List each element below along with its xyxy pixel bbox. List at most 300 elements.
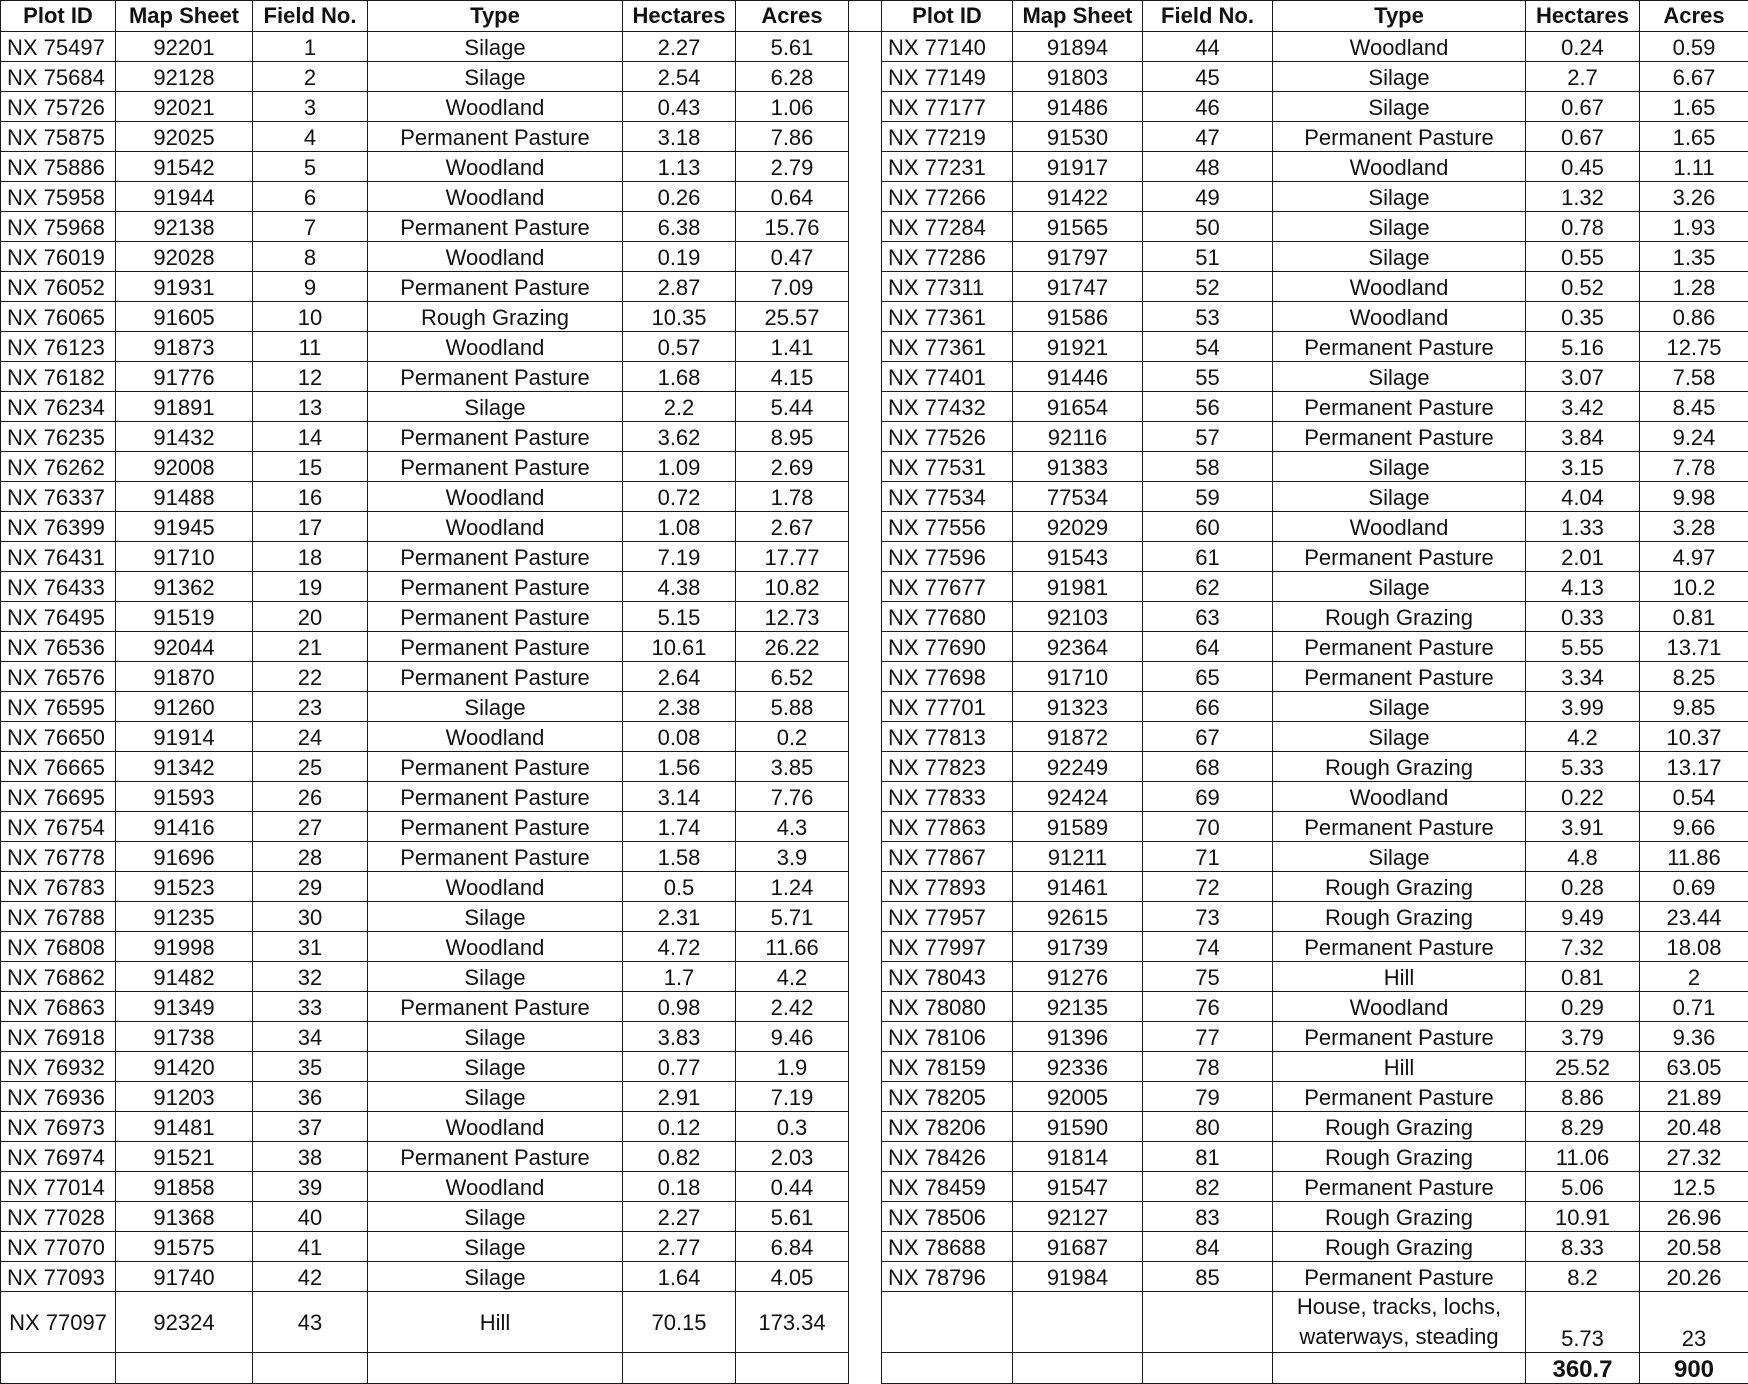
plot-id-cell: NX 77556: [882, 512, 1013, 542]
table-row: [1, 272, 1748, 302]
type-cell: Permanent Pasture: [368, 782, 623, 812]
table-row: [1, 302, 1748, 332]
map-sheet-cell: 91235: [116, 902, 253, 932]
acres-cell: 9.24: [1640, 422, 1748, 452]
acres-cell: 9.98: [1640, 482, 1748, 512]
acres-cell: 0.44: [736, 1172, 849, 1202]
field-no-cell: 72: [1143, 872, 1273, 902]
field-no-cell: 77: [1143, 1022, 1273, 1052]
hectares-cell: 4.38: [623, 572, 736, 602]
empty-cell: [736, 1353, 849, 1384]
field-no-cell: 11: [253, 332, 368, 362]
table-row: [1, 752, 1748, 782]
hectares-cell: 4.04: [1526, 482, 1640, 512]
map-sheet-cell: 92044: [116, 632, 253, 662]
map-sheet-cell: 91872: [1013, 722, 1143, 752]
plot-id-cell: NX 76399: [1, 512, 116, 542]
plot-id-cell: NX 77833: [882, 782, 1013, 812]
column-gap: [849, 872, 882, 902]
hectares-cell: 5.16: [1526, 332, 1640, 362]
plot-id-cell: NX 77690: [882, 632, 1013, 662]
table-row: [1, 1292, 1748, 1353]
type-cell: Permanent Pasture: [1273, 662, 1526, 692]
acres-cell: 1.65: [1640, 122, 1748, 152]
map-sheet-cell: 91803: [1013, 62, 1143, 92]
column-gap: [849, 932, 882, 962]
type-cell: Rough Grazing: [1273, 902, 1526, 932]
type-cell: Woodland: [368, 92, 623, 122]
plot-id-cell: NX 75497: [1, 32, 116, 62]
type-cell: Permanent Pasture: [1273, 332, 1526, 362]
acres-cell: 25.57: [736, 302, 849, 332]
type-cell: Silage: [368, 1022, 623, 1052]
plot-id-cell: [882, 1292, 1013, 1353]
map-sheet-cell: 91739: [1013, 932, 1143, 962]
field-no-cell: 15: [253, 452, 368, 482]
hectares-cell: 2.7: [1526, 62, 1640, 92]
acres-cell: 0.54: [1640, 782, 1748, 812]
acres-cell: 5.88: [736, 692, 849, 722]
map-sheet-cell: 91931: [116, 272, 253, 302]
column-gap: [849, 782, 882, 812]
hectares-cell: 7.19: [623, 542, 736, 572]
table-row: [1, 182, 1748, 212]
table-row: [1, 722, 1748, 752]
field-no-cell: 58: [1143, 452, 1273, 482]
table-row: [1, 992, 1748, 1022]
map-sheet-cell: 91740: [116, 1262, 253, 1292]
plot-id-cell: NX 77863: [882, 812, 1013, 842]
hectares-cell: 5.15: [623, 602, 736, 632]
plot-id-cell: NX 77698: [882, 662, 1013, 692]
field-no-cell: 34: [253, 1022, 368, 1052]
map-sheet-cell: 91203: [116, 1082, 253, 1112]
type-cell: Woodland: [1273, 272, 1526, 302]
plot-id-cell: NX 76495: [1, 602, 116, 632]
field-no-cell: 41: [253, 1232, 368, 1262]
column-gap: [849, 92, 882, 122]
type-cell: Permanent Pasture: [368, 842, 623, 872]
map-sheet-cell: 92029: [1013, 512, 1143, 542]
hectares-cell: 0.82: [623, 1142, 736, 1172]
column-gap: [849, 32, 882, 62]
column-gap: [849, 722, 882, 752]
acres-cell: 9.66: [1640, 812, 1748, 842]
header-map-sheet: Map Sheet: [116, 1, 253, 32]
column-gap: [849, 1052, 882, 1082]
acres-cell: 23.44: [1640, 902, 1748, 932]
table-row: [1, 542, 1748, 572]
field-no-cell: 28: [253, 842, 368, 872]
plot-id-cell: NX 76936: [1, 1082, 116, 1112]
map-sheet-cell: 91747: [1013, 272, 1143, 302]
plot-id-cell: NX 75968: [1, 212, 116, 242]
type-cell: Silage: [368, 1052, 623, 1082]
plot-id-cell: NX 78159: [882, 1052, 1013, 1082]
hectares-cell: 3.18: [623, 122, 736, 152]
map-sheet-cell: 91710: [116, 542, 253, 572]
acres-cell: 8.25: [1640, 662, 1748, 692]
empty-cell: [1273, 1353, 1526, 1384]
plot-id-cell: NX 76234: [1, 392, 116, 422]
plot-id-cell: NX 77231: [882, 152, 1013, 182]
empty-cell: [882, 1353, 1013, 1384]
plot-id-cell: NX 77070: [1, 1232, 116, 1262]
type-cell: Silage: [1273, 482, 1526, 512]
type-cell: Silage: [1273, 62, 1526, 92]
type-cell: Hill: [368, 1292, 623, 1353]
hectares-cell: 3.79: [1526, 1022, 1640, 1052]
field-no-cell: 81: [1143, 1142, 1273, 1172]
column-gap: [849, 1082, 882, 1112]
column-gap: [849, 212, 882, 242]
plot-id-cell: NX 76665: [1, 752, 116, 782]
column-gap: [849, 152, 882, 182]
hectares-cell: 10.35: [623, 302, 736, 332]
acres-cell: 13.71: [1640, 632, 1748, 662]
field-no-cell: 31: [253, 932, 368, 962]
type-cell: Permanent Pasture: [1273, 932, 1526, 962]
acres-cell: 4.15: [736, 362, 849, 392]
acres-cell: 1.28: [1640, 272, 1748, 302]
type-cell: Silage: [368, 1232, 623, 1262]
table-row: [1, 602, 1748, 632]
acres-cell: 4.97: [1640, 542, 1748, 572]
map-sheet-cell: 91461: [1013, 872, 1143, 902]
plot-id-cell: NX 77028: [1, 1202, 116, 1232]
acres-cell: 12.5: [1640, 1172, 1748, 1202]
column-gap: [849, 542, 882, 572]
plot-id-cell: NX 76863: [1, 992, 116, 1022]
acres-cell: 17.77: [736, 542, 849, 572]
acres-cell: 7.58: [1640, 362, 1748, 392]
field-no-cell: 62: [1143, 572, 1273, 602]
acres-cell: 21.89: [1640, 1082, 1748, 1112]
table-row: [1, 962, 1748, 992]
table-row: [1, 482, 1748, 512]
acres-cell: 0.3: [736, 1112, 849, 1142]
type-cell: Woodland: [368, 1112, 623, 1142]
hectares-cell: 0.72: [623, 482, 736, 512]
column-gap: [849, 302, 882, 332]
type-cell: Permanent Pasture: [368, 752, 623, 782]
field-no-cell: 12: [253, 362, 368, 392]
table-row: [1, 1052, 1748, 1082]
map-sheet-cell: 91858: [116, 1172, 253, 1202]
hectares-cell: 4.2: [1526, 722, 1640, 752]
type-cell: Silage: [1273, 92, 1526, 122]
map-sheet-cell: 91530: [1013, 122, 1143, 152]
map-sheet-cell: 92005: [1013, 1082, 1143, 1112]
table-row: [1, 452, 1748, 482]
acres-cell: 4.3: [736, 812, 849, 842]
hectares-cell: 3.62: [623, 422, 736, 452]
plot-id-cell: NX 77014: [1, 1172, 116, 1202]
hectares-cell: 10.91: [1526, 1202, 1640, 1232]
type-cell: Woodland: [368, 722, 623, 752]
table-row: [1, 62, 1748, 92]
plot-id-cell: NX 77266: [882, 182, 1013, 212]
column-gap: [849, 392, 882, 422]
table-row: [1, 332, 1748, 362]
type-cell: Woodland: [1273, 152, 1526, 182]
plot-id-cell: NX 78796: [882, 1262, 1013, 1292]
acres-cell: 5.44: [736, 392, 849, 422]
column-gap: [849, 1172, 882, 1202]
plot-id-cell: NX 76650: [1, 722, 116, 752]
plot-id-cell: NX 77286: [882, 242, 1013, 272]
hectares-cell: 2.64: [623, 662, 736, 692]
field-no-cell: 40: [253, 1202, 368, 1232]
hectares-cell: 2.54: [623, 62, 736, 92]
table-row: [1, 812, 1748, 842]
header-plot-id: Plot ID: [1, 1, 116, 32]
column-gap: [849, 452, 882, 482]
table-row: [1, 1232, 1748, 1262]
total-acres: 900: [1640, 1353, 1748, 1384]
hectares-cell: 1.08: [623, 512, 736, 542]
map-sheet-cell: 91593: [116, 782, 253, 812]
hectares-cell: 2.01: [1526, 542, 1640, 572]
type-cell: Hill: [1273, 1052, 1526, 1082]
map-sheet-cell: 92424: [1013, 782, 1143, 812]
column-gap: [849, 1022, 882, 1052]
map-sheet-cell: 91586: [1013, 302, 1143, 332]
plot-id-cell: NX 75886: [1, 152, 116, 182]
acres-cell: 5.61: [736, 1202, 849, 1232]
type-cell: Silage: [1273, 722, 1526, 752]
plot-id-cell: NX 77140: [882, 32, 1013, 62]
plot-id-cell: NX 77701: [882, 692, 1013, 722]
empty-cell: [368, 1353, 623, 1384]
hectares-cell: 3.83: [623, 1022, 736, 1052]
plot-id-cell: NX 78080: [882, 992, 1013, 1022]
map-sheet-cell: 91547: [1013, 1172, 1143, 1202]
plot-id-cell: NX 76433: [1, 572, 116, 602]
plot-id-cell: NX 77526: [882, 422, 1013, 452]
type-cell: Woodland: [368, 872, 623, 902]
field-no-cell: 84: [1143, 1232, 1273, 1262]
map-sheet-cell: [1013, 1292, 1143, 1353]
map-sheet-cell: 91998: [116, 932, 253, 962]
hectares-cell: 3.34: [1526, 662, 1640, 692]
field-no-cell: 71: [1143, 842, 1273, 872]
plot-id-cell: NX 76431: [1, 542, 116, 572]
field-no-cell: 55: [1143, 362, 1273, 392]
acres-cell: 18.08: [1640, 932, 1748, 962]
acres-cell: 6.84: [736, 1232, 849, 1262]
map-sheet-cell: 92128: [116, 62, 253, 92]
map-sheet-cell: 91486: [1013, 92, 1143, 122]
plot-id-cell: NX 77432: [882, 392, 1013, 422]
empty-cell: [1, 1353, 116, 1384]
header-field-no: Field No.: [253, 1, 368, 32]
type-cell: Permanent Pasture: [368, 422, 623, 452]
acres-cell: 12.73: [736, 602, 849, 632]
field-no-cell: 67: [1143, 722, 1273, 752]
header-acres: Acres: [1640, 1, 1748, 32]
map-sheet-cell: 91738: [116, 1022, 253, 1052]
acres-cell: 6.52: [736, 662, 849, 692]
acres-cell: 10.37: [1640, 722, 1748, 752]
totals-row: [1, 1353, 1748, 1384]
column-gap: [849, 752, 882, 782]
hectares-cell: 1.13: [623, 152, 736, 182]
type-cell: Rough Grazing: [1273, 1202, 1526, 1232]
map-sheet-cell: 91914: [116, 722, 253, 752]
header-map-sheet: Map Sheet: [1013, 1, 1143, 32]
acres-cell: 1.35: [1640, 242, 1748, 272]
map-sheet-cell: 92008: [116, 452, 253, 482]
table-row: [1, 662, 1748, 692]
column-gap: [849, 1232, 882, 1262]
hectares-cell: 8.29: [1526, 1112, 1640, 1142]
field-no-cell: 49: [1143, 182, 1273, 212]
plot-id-cell: NX 78106: [882, 1022, 1013, 1052]
field-no-cell: 74: [1143, 932, 1273, 962]
map-sheet-cell: 92116: [1013, 422, 1143, 452]
field-no-cell: 56: [1143, 392, 1273, 422]
plot-id-cell: NX 76052: [1, 272, 116, 302]
field-no-cell: 46: [1143, 92, 1273, 122]
table-row: [1, 152, 1748, 182]
map-sheet-cell: 92364: [1013, 632, 1143, 662]
field-no-cell: 59: [1143, 482, 1273, 512]
plot-id-cell: NX 76235: [1, 422, 116, 452]
field-no-cell: 6: [253, 182, 368, 212]
acres-cell: 2.42: [736, 992, 849, 1022]
hectares-cell: 0.77: [623, 1052, 736, 1082]
field-no-cell: 1: [253, 32, 368, 62]
type-cell: Permanent Pasture: [368, 662, 623, 692]
hectares-cell: 0.52: [1526, 272, 1640, 302]
hectares-cell: 0.67: [1526, 122, 1640, 152]
field-no-cell: 32: [253, 962, 368, 992]
field-no-cell: 19: [253, 572, 368, 602]
plot-id-cell: NX 76932: [1, 1052, 116, 1082]
plot-id-cell: NX 77149: [882, 62, 1013, 92]
column-gap: [849, 1, 882, 32]
hectares-cell: 2.27: [623, 32, 736, 62]
field-no-cell: 48: [1143, 152, 1273, 182]
map-sheet-cell: 91605: [116, 302, 253, 332]
map-sheet-cell: 91416: [116, 812, 253, 842]
field-no-cell: 7: [253, 212, 368, 242]
map-sheet-cell: 91276: [1013, 962, 1143, 992]
acres-cell: 7.09: [736, 272, 849, 302]
map-sheet-cell: 91342: [116, 752, 253, 782]
plot-id-cell: NX 76778: [1, 842, 116, 872]
map-sheet-cell: 91984: [1013, 1262, 1143, 1292]
map-sheet-cell: 91891: [116, 392, 253, 422]
type-cell: Permanent Pasture: [1273, 632, 1526, 662]
type-cell: Permanent Pasture: [368, 452, 623, 482]
plot-id-cell: NX 77093: [1, 1262, 116, 1292]
hectares-cell: 0.78: [1526, 212, 1640, 242]
type-cell: Permanent Pasture: [368, 212, 623, 242]
column-gap: [849, 572, 882, 602]
hectares-cell: 4.72: [623, 932, 736, 962]
plot-id-cell: NX 76536: [1, 632, 116, 662]
field-no-cell: 61: [1143, 542, 1273, 572]
map-sheet-cell: 91696: [116, 842, 253, 872]
map-sheet-cell: 91488: [116, 482, 253, 512]
hectares-cell: 3.15: [1526, 452, 1640, 482]
hectares-cell: 1.32: [1526, 182, 1640, 212]
map-sheet-cell: 92324: [116, 1292, 253, 1353]
type-cell: Silage: [1273, 362, 1526, 392]
acres-cell: 0.64: [736, 182, 849, 212]
plot-id-cell: NX 77284: [882, 212, 1013, 242]
table-row: [1, 1172, 1748, 1202]
field-no-cell: 76: [1143, 992, 1273, 1022]
hectares-cell: 0.26: [623, 182, 736, 212]
acres-cell: 0.71: [1640, 992, 1748, 1022]
field-no-cell: 39: [253, 1172, 368, 1202]
map-sheet-cell: 91519: [116, 602, 253, 632]
acres-cell: 20.58: [1640, 1232, 1748, 1262]
field-no-cell: 82: [1143, 1172, 1273, 1202]
hectares-cell: 70.15: [623, 1292, 736, 1353]
hectares-cell: 8.33: [1526, 1232, 1640, 1262]
type-cell: Silage: [368, 692, 623, 722]
map-sheet-cell: 91589: [1013, 812, 1143, 842]
acres-cell: 0.86: [1640, 302, 1748, 332]
hectares-cell: 25.52: [1526, 1052, 1640, 1082]
table-row: [1, 782, 1748, 812]
map-sheet-cell: 91446: [1013, 362, 1143, 392]
map-sheet-cell: 91654: [1013, 392, 1143, 422]
plot-id-cell: NX 77177: [882, 92, 1013, 122]
hectares-cell: 0.29: [1526, 992, 1640, 1022]
empty-cell: [116, 1353, 253, 1384]
plot-id-cell: NX 77813: [882, 722, 1013, 752]
acres-cell: 3.28: [1640, 512, 1748, 542]
field-no-cell: 52: [1143, 272, 1273, 302]
hectares-cell: 2.91: [623, 1082, 736, 1112]
field-no-cell: 64: [1143, 632, 1273, 662]
hectares-cell: 2.2: [623, 392, 736, 422]
plot-id-cell: NX 76973: [1, 1112, 116, 1142]
acres-cell: 2.79: [736, 152, 849, 182]
plot-id-cell: NX 76595: [1, 692, 116, 722]
acres-cell: 1.41: [736, 332, 849, 362]
acres-cell: 2.69: [736, 452, 849, 482]
acres-cell: 27.32: [1640, 1142, 1748, 1172]
hectares-cell: 4.8: [1526, 842, 1640, 872]
table-row: [1, 842, 1748, 872]
column-gap: [849, 122, 882, 152]
hectares-cell: 7.32: [1526, 932, 1640, 962]
type-cell: Silage: [368, 1082, 623, 1112]
plot-id-cell: NX 76182: [1, 362, 116, 392]
acres-cell: 0.47: [736, 242, 849, 272]
map-sheet-cell: 92021: [116, 92, 253, 122]
type-cell: Woodland: [368, 242, 623, 272]
header-field-no: Field No.: [1143, 1, 1273, 32]
acres-cell: 9.46: [736, 1022, 849, 1052]
type-cell: Rough Grazing: [1273, 872, 1526, 902]
map-sheet-cell: 91432: [116, 422, 253, 452]
acres-cell: 15.76: [736, 212, 849, 242]
hectares-cell: 2.38: [623, 692, 736, 722]
acres-cell: 1.78: [736, 482, 849, 512]
acres-cell: 26.96: [1640, 1202, 1748, 1232]
map-sheet-cell: 92025: [116, 122, 253, 152]
type-cell: Rough Grazing: [1273, 1112, 1526, 1142]
type-cell: Rough Grazing: [1273, 1142, 1526, 1172]
acres-cell: 5.61: [736, 32, 849, 62]
